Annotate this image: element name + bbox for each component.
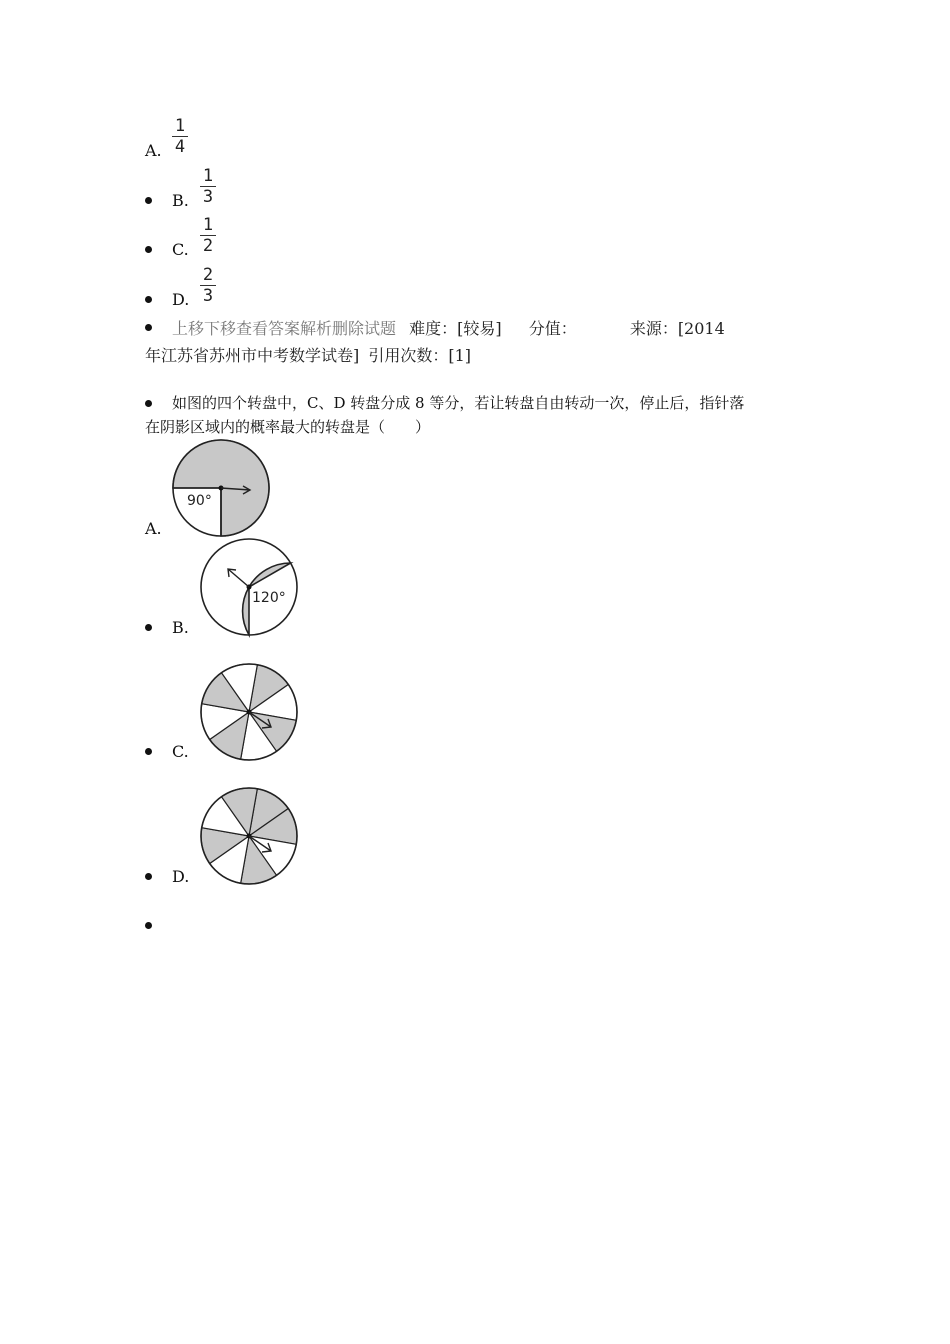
question-text-line1: 如图的四个转盘中，C、D 转盘分成 8 等分，若让转盘自由转动一次，停止后，指针落	[172, 394, 745, 412]
bullet	[145, 246, 152, 253]
numerator: 1	[174, 116, 186, 136]
source-label: 来源：[2014	[629, 319, 725, 338]
numerator: 1	[202, 215, 214, 235]
denominator: 2	[202, 236, 214, 256]
spinner-a-angle-label: 90°	[187, 493, 212, 509]
citation-count: 引用次数：[1]	[368, 346, 472, 365]
bullet	[145, 922, 152, 929]
score-label: 分值：	[528, 319, 577, 338]
bullet	[145, 296, 152, 303]
q1-option-c-fraction	[199, 215, 217, 256]
q2-option-c-label: C.	[172, 742, 189, 761]
spinner-b-angle-label: 120°	[252, 590, 286, 606]
q1-option-d-label: D.	[172, 290, 190, 309]
spinner-c	[198, 661, 300, 763]
source-label-end: 年江苏省苏州市中考数学试卷]	[145, 346, 360, 365]
difficulty-label: 难度：[较易]	[409, 319, 502, 338]
bullet	[145, 324, 152, 331]
source-continuation	[145, 343, 471, 366]
q1-option-b-label: B.	[172, 191, 189, 210]
bullet	[145, 400, 152, 407]
question-action-links[interactable]: 上移下移查看答案解析删除试题	[172, 319, 397, 338]
q1-option-a-fraction	[171, 116, 189, 157]
question-text-line2: 在阴影区域内的概率最大的转盘是（ ）	[145, 418, 431, 436]
q1-option-b-fraction	[199, 166, 217, 207]
bullet	[145, 748, 152, 755]
q1-option-c-label: C.	[172, 240, 189, 259]
question-toolbar	[172, 316, 725, 339]
q2-option-d-label: D.	[172, 867, 190, 886]
denominator: 4	[174, 137, 186, 157]
denominator: 3	[202, 286, 214, 306]
spinner-a	[170, 437, 272, 539]
denominator: 3	[202, 187, 214, 207]
q1-option-d-fraction	[199, 265, 217, 306]
spinner-b	[198, 536, 300, 638]
q2-option-a-label: A.	[145, 519, 162, 538]
q1-option-a-label: A.	[145, 141, 162, 160]
numerator: 1	[202, 166, 214, 186]
q2-option-b-label: B.	[172, 618, 189, 637]
numerator: 2	[202, 265, 214, 285]
spinner-d	[198, 785, 300, 887]
bullet	[145, 197, 152, 204]
bullet	[145, 624, 152, 631]
bullet	[145, 873, 152, 880]
